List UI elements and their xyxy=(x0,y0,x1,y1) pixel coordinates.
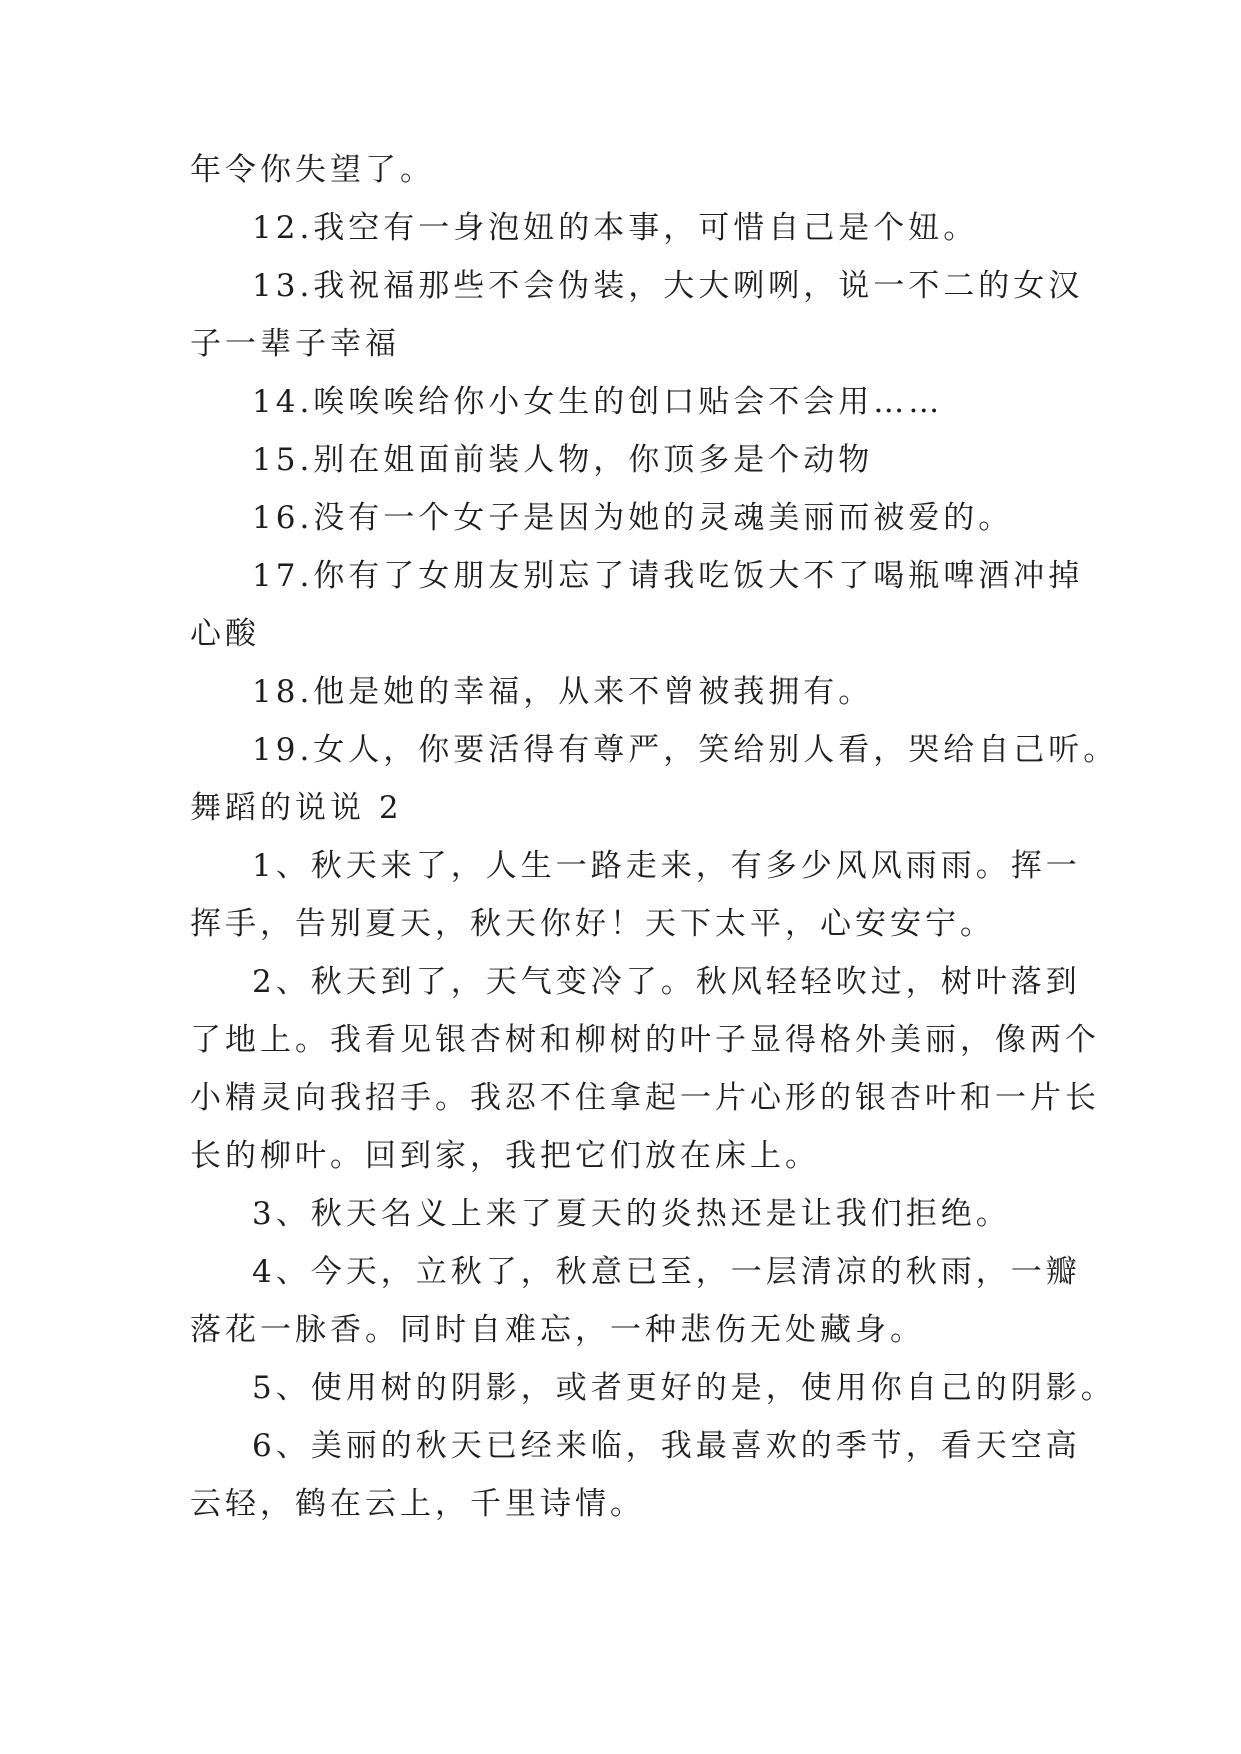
text-line: 12.我空有一身泡妞的本事，可惜自己是个妞。 xyxy=(252,210,979,246)
text-line: 15.别在姐面前装人物，你顶多是个动物 xyxy=(252,442,874,478)
section-heading: 舞蹈的说说 2 xyxy=(190,790,403,826)
text-line: 3、秋天名义上来了夏天的炎热还是让我们拒绝。 xyxy=(252,1196,1011,1232)
text-line: 17.你有了女朋友别忘了请我吃饭大不了喝瓶啤酒冲掉 xyxy=(252,558,1084,594)
text-line: 心酸 xyxy=(190,616,260,652)
text-line: 16.没有一个女子是因为她的灵魂美丽而被爱的。 xyxy=(252,500,1014,536)
text-line: 长的柳叶。回到家，我把它们放在床上。 xyxy=(190,1138,820,1174)
text-line: 了地上。我看见银杏树和柳树的叶子显得格外美丽，像两个 xyxy=(190,1022,1100,1058)
text-line: 5、使用树的阴影，或者更好的是，使用你自己的阴影。 xyxy=(252,1370,1116,1406)
text-line: 年令你失望了。 xyxy=(190,152,435,188)
text-line: 1、秋天来了，人生一路走来，有多少风风雨雨。挥一 xyxy=(252,848,1081,884)
text-line: 子一辈子幸福 xyxy=(190,326,400,362)
text-line: 14.唉唉唉给你小女生的创口贴会不会用…… xyxy=(252,384,944,420)
text-line: 4、今天，立秋了，秋意已至，一层清凉的秋雨，一瓣 xyxy=(252,1254,1081,1290)
text-line: 6、美丽的秋天已经来临，我最喜欢的季节，看天空高 xyxy=(252,1428,1081,1464)
text-line: 19.女人，你要活得有尊严，笑给别人看，哭给自己听。 xyxy=(252,732,1119,768)
text-line: 落花一脉香。同时自难忘，一种悲伤无处藏身。 xyxy=(190,1312,925,1348)
text-line: 挥手，告别夏天，秋天你好！天下太平，心安安宁。 xyxy=(190,906,995,942)
text-line: 18.他是她的幸福，从来不曾被莪拥有。 xyxy=(252,674,874,710)
text-line: 云轻，鹤在云上，千里诗情。 xyxy=(190,1486,645,1522)
text-line: 小精灵向我招手。我忍不住拿起一片心形的银杏叶和一片长 xyxy=(190,1080,1100,1116)
text-line: 13.我祝福那些不会伪装，大大咧咧，说一不二的女汉 xyxy=(252,268,1084,304)
text-line: 2、秋天到了，天气变冷了。秋风轻轻吹过，树叶落到 xyxy=(252,964,1081,1000)
